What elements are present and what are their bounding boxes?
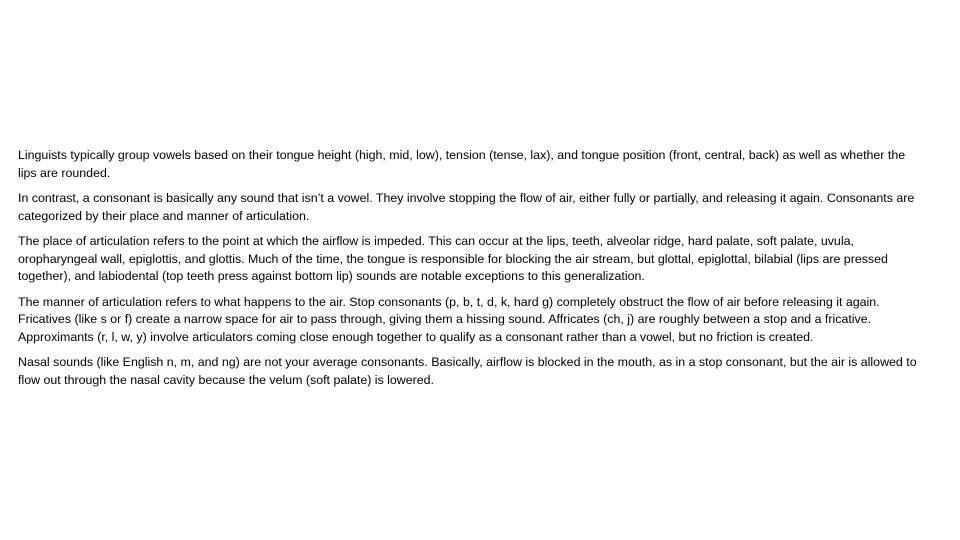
paragraph-manner-of-articulation: The manner of articulation refers to what happens to the air. Stop consonants (p, b, t, d, k, hard g) completely obstruct the flow of air before releasing it again. Fricatives (like s or f) create a narrow space for air to pass through, giving them a hissing sound. Affricates (ch, j) are roughly between a stop and a fricative. Approximants (r, l, w, y) involve articulators coming close enough together to qualify as a consonant rather than a vowel, but no friction is created. [18,294,880,344]
paragraph-vowels: Linguists typically group vowels based on their tongue height (high, mid, low), tension (tense, lax), and tongue position (front, central, back) as well as whether the lips are rounded. [18,148,906,180]
text-body [18,147,923,397]
paragraph-place-of-articulation: The place of articulation refers to the point at which the airflow is impeded. This can occur at the lips, teeth, alveolar ridge, hard palate, soft palate, uvula, oropharyngeal wall, epiglottis, and glottis. Much of the time, the tongue is responsible for blocking the air stream, but glottal, epiglottal, bilabial (lips are pressed together), and labiodental (top teeth press against bottom lip) sounds are notable exceptions to this generalization. [18,234,888,283]
paragraph-nasal-sounds: Nasal sounds (like English n, m, and ng) are not your average consonants. Basically, airflow is blocked in the mouth, as in a stop consonant, but the air is allowed to flow out through the nasal cavity because the velum (soft palate) is lowered. [18,355,917,387]
paragraph-consonants: In contrast, a consonant is basically any sound that isn’t a vowel. They involve stopping the flow of air, either fully or partially, and releasing it again. Consonants are categorized by their place and manner of articulation. [18,191,915,223]
